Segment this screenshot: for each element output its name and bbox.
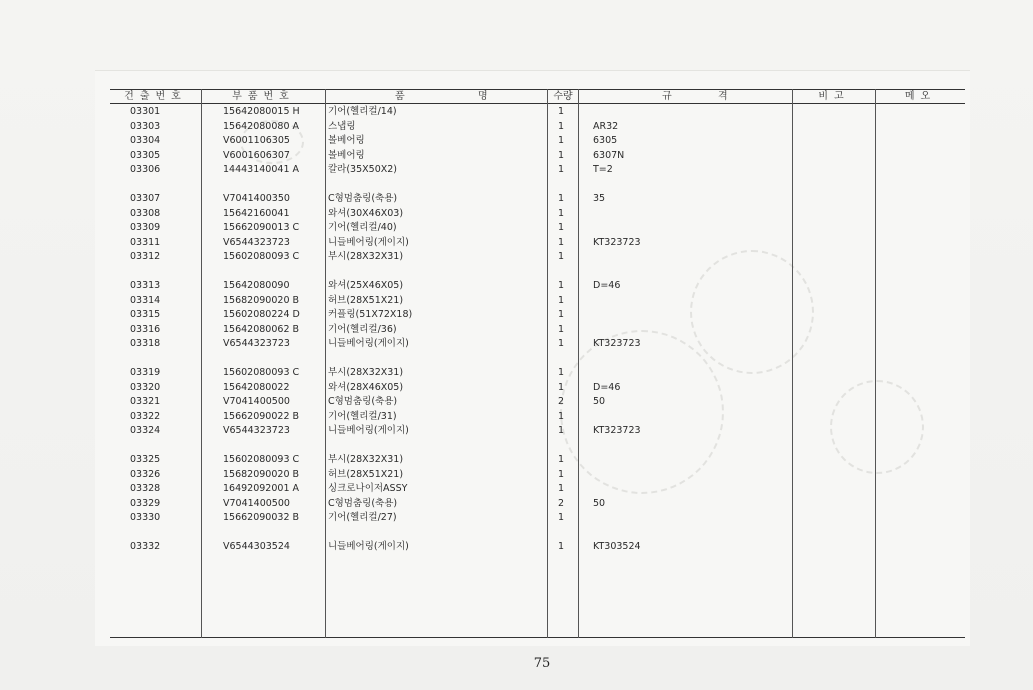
- row-part-number: 15642080015 H: [223, 106, 300, 117]
- row-code: 03301: [130, 106, 161, 117]
- table-row: [110, 366, 965, 380]
- table-row: [110, 511, 965, 525]
- table-bottom-rule: [110, 637, 965, 638]
- row-part-name: 니들베어링(게이지): [328, 338, 409, 349]
- row-spec: D=46: [593, 381, 621, 393]
- row-part-name: C형멈춤링(축용): [328, 193, 398, 204]
- row-part-number: 15682090020 B: [223, 294, 300, 306]
- row-qty: 1: [557, 483, 565, 494]
- row-code: 03304: [130, 135, 161, 146]
- row-qty: 1: [557, 280, 565, 291]
- row-code: 03307: [130, 193, 161, 204]
- row-part-number: 15642080062 B: [223, 323, 300, 335]
- row-part-number: 15682090020 B: [223, 468, 300, 480]
- row-part-name: 허브(28X51X21): [328, 468, 404, 480]
- row-qty: 1: [557, 323, 565, 335]
- row-code: 03314: [130, 294, 161, 306]
- row-code: 03306: [130, 164, 161, 175]
- table-row: [110, 468, 965, 482]
- row-part-name: 와셔(28X46X05): [328, 381, 404, 393]
- table-row: [110, 192, 965, 206]
- table-row: [110, 207, 965, 221]
- row-code: 03320: [130, 381, 161, 393]
- row-spec: KT303524: [593, 541, 641, 552]
- row-qty: 2: [557, 396, 565, 407]
- row-qty: 1: [557, 468, 565, 480]
- row-spec: 35: [593, 193, 606, 204]
- row-spec: T=2: [593, 164, 613, 175]
- row-code: 03303: [130, 120, 161, 132]
- row-part-number: 15662090032 B: [223, 512, 300, 523]
- row-code: 03322: [130, 410, 161, 422]
- row-spec: AR32: [593, 120, 619, 132]
- row-part-number: 15602080093 C: [223, 251, 300, 262]
- table-row: [110, 395, 965, 409]
- row-qty: 1: [557, 454, 565, 465]
- row-part-name: 허브(28X51X21): [328, 294, 404, 306]
- row-spec: 50: [593, 396, 606, 407]
- row-qty: 2: [557, 497, 565, 509]
- row-qty: 1: [557, 381, 565, 393]
- row-part-name: C형멈춤링(축용): [328, 396, 398, 407]
- row-part-number: 15662090022 B: [223, 410, 300, 422]
- row-part-name: 부시(28X32X31): [328, 454, 404, 465]
- row-qty: 1: [557, 193, 565, 204]
- table-row: [110, 105, 965, 119]
- row-code: 03318: [130, 338, 161, 349]
- row-code: 03315: [130, 309, 161, 320]
- row-part-name: 커플링(51X72X18): [328, 309, 413, 320]
- row-part-number: 15642160041: [223, 207, 290, 219]
- row-part-name: 니들베어링(게이지): [328, 236, 409, 248]
- row-part-number: 15662090013 C: [223, 222, 300, 233]
- row-part-name: 싱크로나이저ASSY: [328, 483, 408, 494]
- row-code: 03319: [130, 367, 161, 378]
- table-row: [110, 163, 965, 177]
- table-row: [110, 482, 965, 496]
- row-spec: KT323723: [593, 338, 641, 349]
- row-qty: 1: [557, 410, 565, 422]
- table-row: [110, 453, 965, 467]
- row-part-number: V6544323723: [223, 236, 290, 248]
- row-part-name: 기어(헬리컬/31): [328, 410, 397, 422]
- row-code: 03309: [130, 222, 161, 233]
- table-row: [110, 250, 965, 264]
- table-row: [110, 323, 965, 337]
- row-part-number: V7041400500: [223, 497, 290, 509]
- table-row: [110, 410, 965, 424]
- row-part-number: 15602080224 D: [223, 309, 300, 320]
- row-part-name: 볼베어링: [328, 135, 365, 146]
- row-code: 03329: [130, 497, 161, 509]
- row-qty: 1: [557, 338, 565, 349]
- row-part-name: 기어(헬리컬/27): [328, 512, 397, 523]
- row-part-name: 기어(헬리컬/36): [328, 323, 397, 335]
- table-row: [110, 294, 965, 308]
- row-part-name: 볼베어링: [328, 149, 365, 161]
- header-spec-left: 규: [662, 91, 672, 102]
- header-memo: 메오: [904, 91, 937, 102]
- table-row: [110, 424, 965, 438]
- row-part-number: 15642080080 A: [223, 120, 300, 132]
- header-code: 건출번호: [124, 91, 187, 102]
- row-part-name: 스냅링: [328, 120, 356, 132]
- row-part-number: 15602080093 C: [223, 367, 300, 378]
- row-part-number: V6544323723: [223, 338, 290, 349]
- table-header-rule: [110, 103, 965, 104]
- row-part-name: 칼라(35X50X2): [328, 164, 398, 175]
- row-part-name: 부시(28X32X31): [328, 251, 404, 262]
- row-part-name: 와셔(25X46X05): [328, 280, 404, 291]
- row-part-name: 부시(28X32X31): [328, 367, 404, 378]
- row-qty: 1: [557, 512, 565, 523]
- table-row: [110, 497, 965, 511]
- table-row: [110, 279, 965, 293]
- row-qty: 1: [557, 251, 565, 262]
- row-spec: KT323723: [593, 425, 641, 436]
- row-qty: 1: [557, 309, 565, 320]
- row-qty: 1: [557, 207, 565, 219]
- header-part-number: 부품번호: [232, 91, 295, 102]
- table-row: [110, 337, 965, 351]
- table-row: [110, 308, 965, 322]
- row-part-number: 15642080090: [223, 280, 290, 291]
- parts-table: [110, 89, 965, 639]
- page-number: 75: [533, 656, 551, 671]
- table-row: [110, 221, 965, 235]
- row-spec: 6307N: [593, 149, 625, 161]
- row-code: 03321: [130, 396, 161, 407]
- row-part-number: V6001606307: [223, 149, 290, 161]
- row-code: 03328: [130, 483, 161, 494]
- row-part-number: V7041400500: [223, 396, 290, 407]
- header-name-left: 품: [395, 91, 405, 102]
- row-code: 03325: [130, 454, 161, 465]
- header-qty: 수량: [553, 91, 573, 102]
- row-code: 03330: [130, 512, 161, 523]
- row-qty: 1: [557, 106, 565, 117]
- row-part-name: 니들베어링(게이지): [328, 541, 409, 552]
- table-row: [110, 149, 965, 163]
- table-row: [110, 540, 965, 554]
- row-part-number: 16492092001 A: [223, 483, 300, 494]
- row-qty: 1: [557, 222, 565, 233]
- row-code: 03332: [130, 541, 161, 552]
- row-qty: 1: [557, 164, 565, 175]
- row-part-number: 15642080022: [223, 381, 290, 393]
- row-part-number: V6544323723: [223, 425, 290, 436]
- row-part-number: V6001106305: [223, 135, 290, 146]
- row-part-number: V7041400350: [223, 193, 290, 204]
- row-code: 03311: [130, 236, 161, 248]
- row-part-number: 15602080093 C: [223, 454, 300, 465]
- row-spec: 50: [593, 497, 606, 509]
- table-row: [110, 120, 965, 134]
- table-row: [110, 381, 965, 395]
- table-row: [110, 134, 965, 148]
- row-part-name: 와셔(30X46X03): [328, 207, 404, 219]
- header-remark: 비고: [818, 91, 850, 102]
- row-part-name: 기어(헬리컬/40): [328, 222, 397, 233]
- row-qty: 1: [557, 149, 565, 161]
- row-part-number: 14443140041 A: [223, 164, 300, 175]
- row-code: 03312: [130, 251, 161, 262]
- row-qty: 1: [557, 135, 565, 146]
- row-part-name: C형멈춤링(축용): [328, 497, 398, 509]
- row-code: 03316: [130, 323, 161, 335]
- row-qty: 1: [557, 425, 565, 436]
- row-code: 03324: [130, 425, 161, 436]
- row-spec: D=46: [593, 280, 621, 291]
- table-row: [110, 236, 965, 250]
- header-spec-right: 격: [718, 91, 728, 102]
- row-code: 03313: [130, 280, 161, 291]
- table-header: [110, 90, 965, 103]
- row-qty: 1: [557, 294, 565, 306]
- row-qty: 1: [557, 236, 565, 248]
- row-code: 03305: [130, 149, 161, 161]
- row-spec: 6305: [593, 135, 618, 146]
- row-part-name: 기어(헬리컬/14): [328, 106, 397, 117]
- header-name-right: 명: [478, 91, 488, 102]
- row-part-number: V6544303524: [223, 541, 290, 552]
- row-part-name: 니들베어링(게이지): [328, 425, 409, 436]
- row-qty: 1: [557, 367, 565, 378]
- row-code: 03326: [130, 468, 161, 480]
- row-code: 03308: [130, 207, 161, 219]
- row-spec: KT323723: [593, 236, 641, 248]
- row-qty: 1: [557, 120, 565, 132]
- row-qty: 1: [557, 541, 565, 552]
